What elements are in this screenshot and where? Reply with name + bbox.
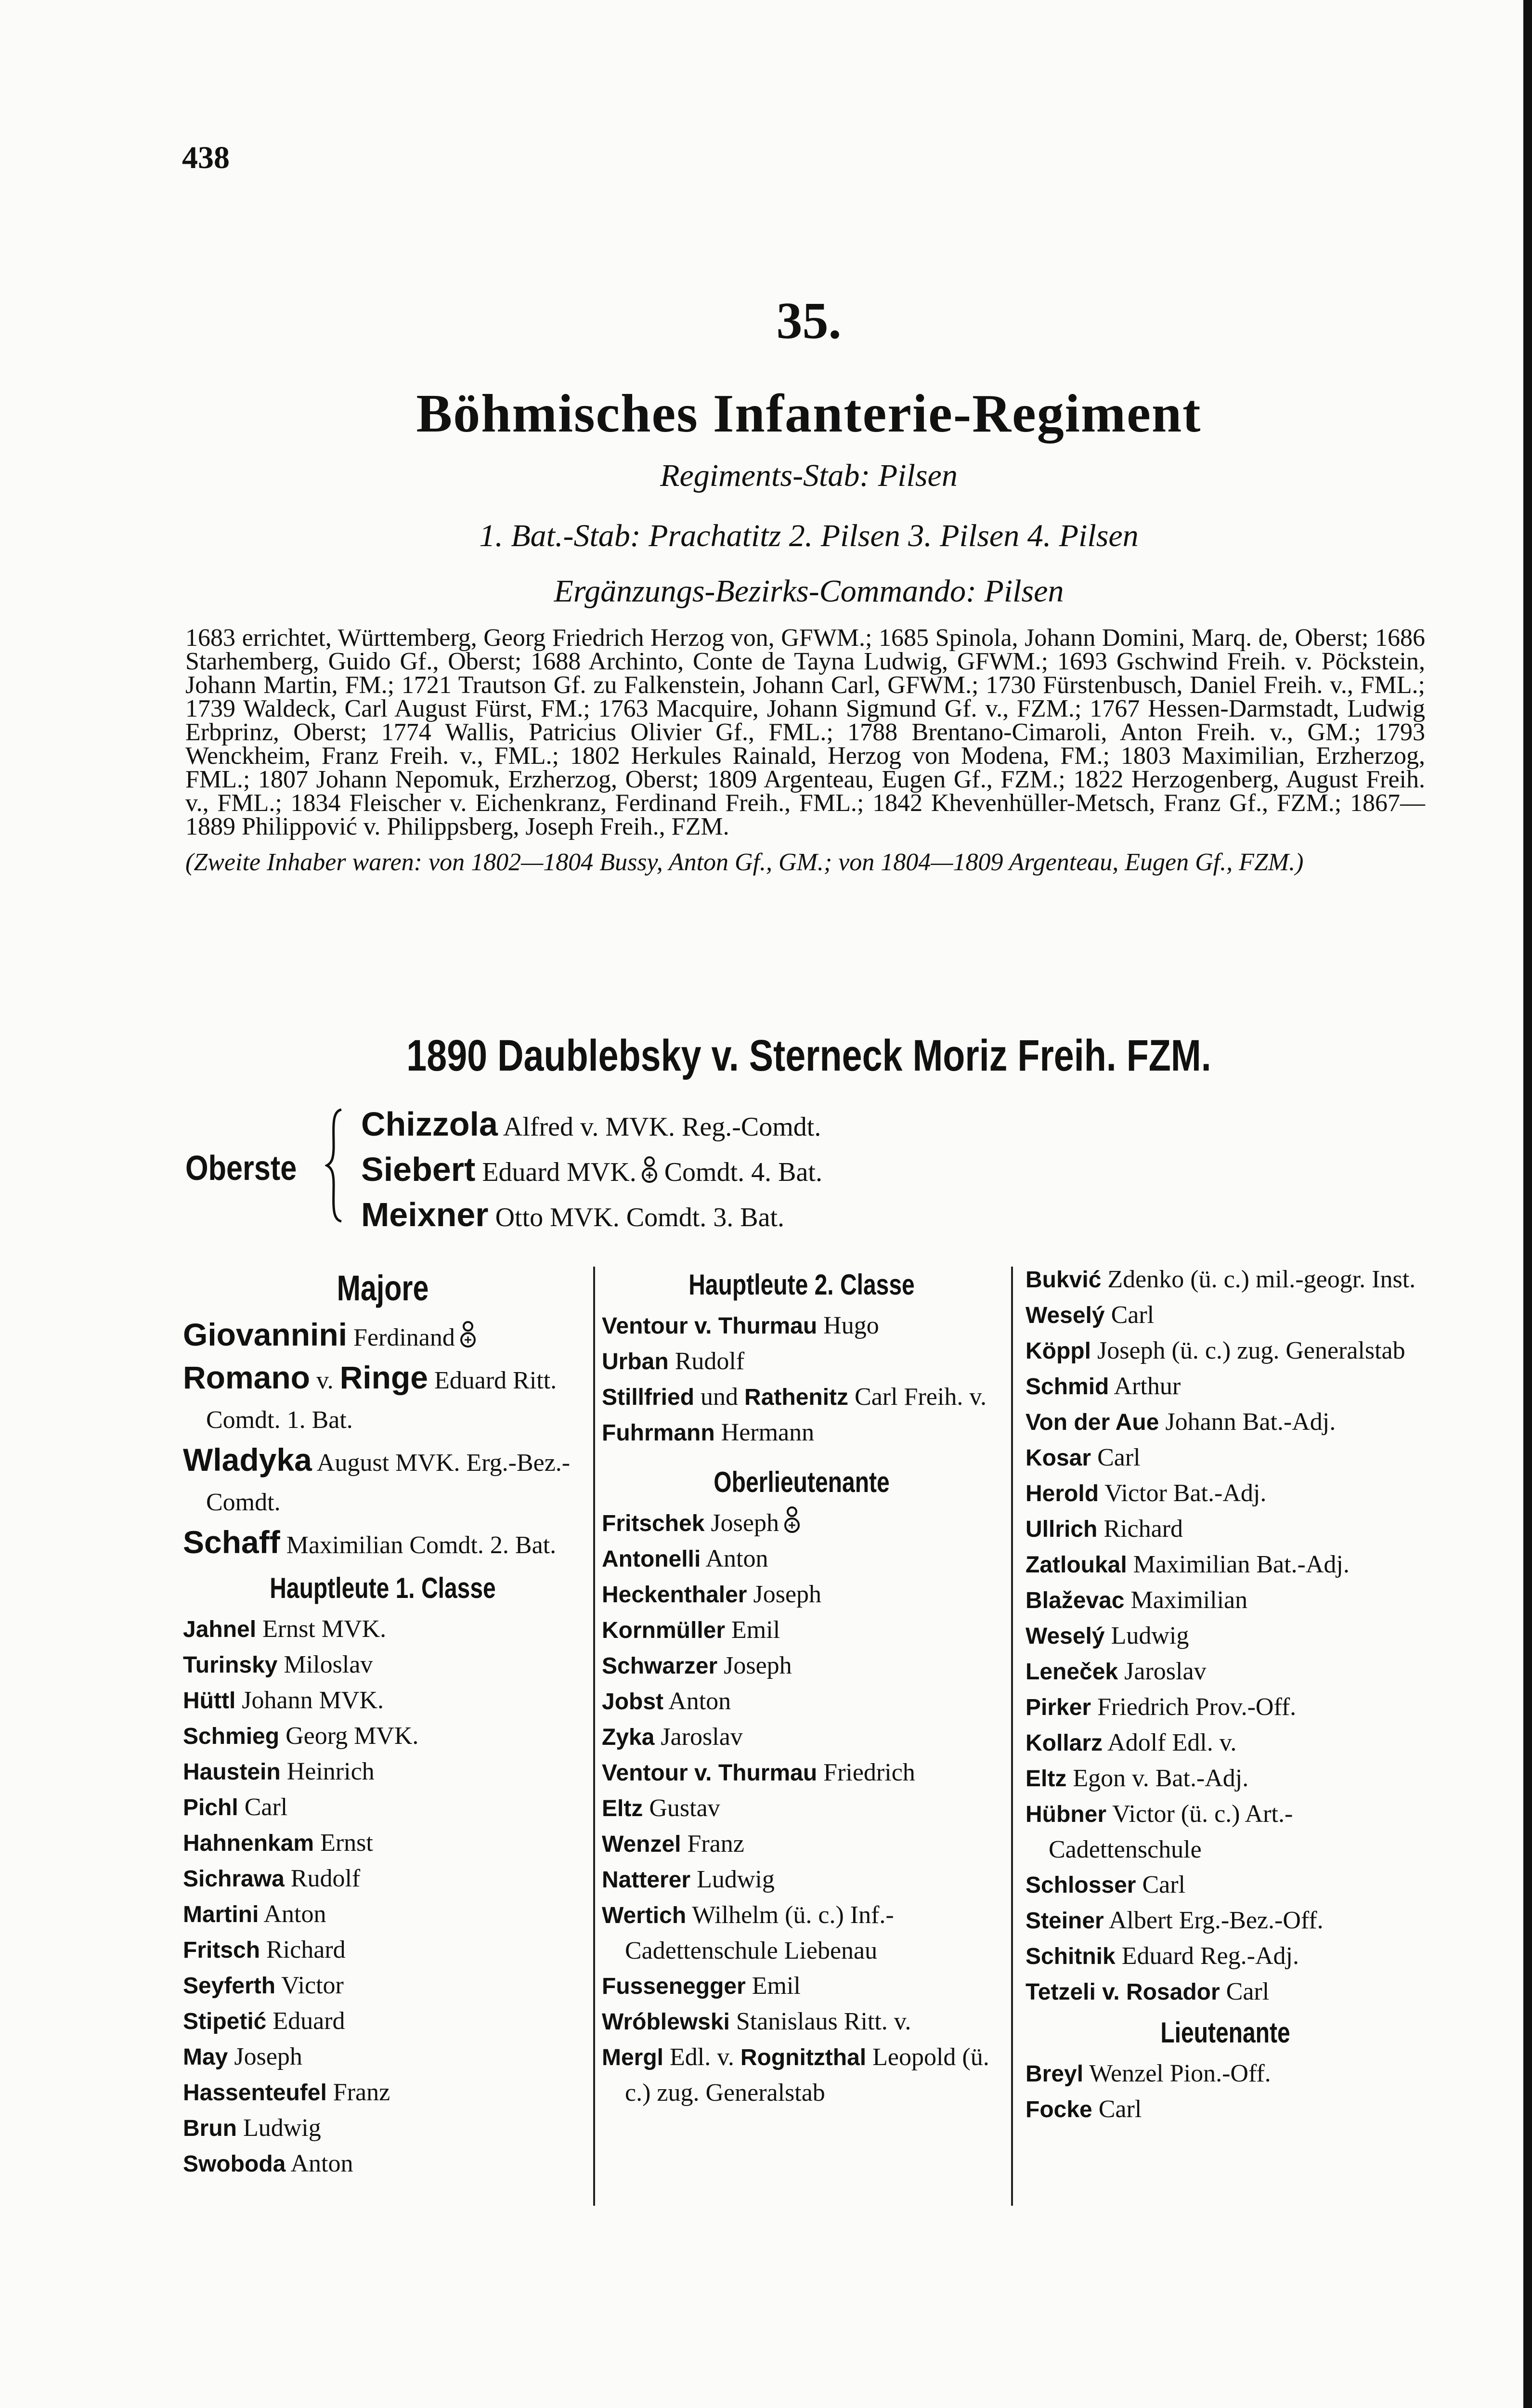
officer-details: Miloslav [277,1651,373,1678]
officer-details: Joseph (ü. c.) zug. Generalstab [1091,1337,1405,1364]
officer-name: Schmid [1026,1374,1109,1400]
officer-details: Anton [663,1688,731,1715]
major-entry [183,1522,583,1565]
oberlieutenant-entry [1026,1618,1425,1654]
oberlieutenante-continued-list [1026,1262,1425,2010]
officer-name: Schlosser [1026,1872,1136,1898]
officer-name: Ventour v. Thurmau [602,1313,818,1339]
hauptleute2-heading: Hauptleute 2. Classe [688,1269,915,1301]
officer-name: Hübner [1026,1802,1106,1827]
brace-icon [325,1108,344,1223]
officer-details: Carl [1136,1871,1185,1898]
officer-details: Carl [1104,1301,1155,1329]
regiment-number: 35. [776,292,842,350]
regiment-history [185,626,1425,874]
hauptmann-entry [183,1861,583,1897]
officer-name: Turinsky [183,1652,278,1678]
oberst-name: Siebert [361,1151,476,1188]
officer-details: Johann MVK. [235,1687,384,1714]
officer-name: Ullrich [1026,1517,1098,1542]
regiments-stab-line: Regiments-Stab: Pilsen [660,458,958,493]
officer-details: Eduard [266,2007,345,2035]
regiment-name: Böhmisches Infanterie-Regiment [416,384,1202,444]
oberst-entry [361,1103,822,1148]
officer-details: Anton [286,2150,353,2177]
oberlieutenant-entry [1026,1583,1425,1618]
officer-name: Kollarz [1026,1730,1103,1756]
officer-name: Wenzel [602,1832,681,1857]
officer-name: Kosar [1026,1445,1091,1471]
officer-name: Blaževac [1026,1588,1125,1613]
officer-details: Rudolf [668,1348,745,1375]
hauptmann-entry [602,1415,1001,1451]
oberlieutenant-entry [1026,1440,1425,1476]
officer-name: Tetzeli v. Rosador [1026,1979,1220,2005]
officer-name: Köppl [1026,1338,1091,1364]
history-paragraph: 1683 errichtet, Württemberg, Georg Friedrich Herzog von, GFWM.; 1685 Spinola, Johann Domini, Marq. de, Oberst; 1686 Starhemberg, Guido Gf., Oberst; 1688 Archinto, Conte de Tayna Ludwig, GFWM.; 1693 Gschwind Freih. v. Pöckstein, Johann Martin, FM.; 1721 Trautson Gf. zu Falkenstein, Johann Carl, GFWM.; 1730 Fürstenbusch, Daniel Freih. v., FML.; 1739 Waldeck, Carl August Fürst, FM.; 1763 Macquire, Johann Sigmund Gf. v., FZM.; 1767 Hessen-Darmstadt, Ludwig Erbprinz, Oberst; 1774 Wallis, Patricius Olivier Gf., FML.; 1788 Brentano-Cimaroli, Anton Freih. v., GM.; 1793 Wenckheim, Franz Freih. v., FML.; 1802 Herkules Rainald, Herzog von Modena, FM.; 1803 Maximilian, Erzherzog, FML.; 1807 Johann Nepomuk, Erzherzog, Oberst; 1809 Argenteau, Eugen Gf., FZM.; 1822 Herzogenberg, August Freih. v., FML.; 1834 Fleischer v. Eichenkranz, Ferdinand Freih., FML.; 1842 Khevenhüller-Metsch, Franz Gf., FZM.; 1867—1889 Philippović v. Philippsberg, Joseph Freih., FZM. [185,624,1425,840]
officer-details: Maximilian [1124,1586,1248,1614]
hauptmann-entry [183,2075,583,2110]
officer-name: Eltz [1026,1766,1067,1792]
officer-details-2: Leopold (ü. c.) zug. Generalstab [625,2043,989,2107]
officer-name: Weselý [1026,1623,1105,1649]
officer-details: Joseph [228,2043,302,2070]
oberlieutenant-entry [602,1826,1001,1862]
officer-details: Eduard Reg.-Adj. [1115,1942,1299,1970]
officer-name: Schmieg [183,1724,280,1749]
officer-name: Pichl [183,1795,238,1820]
lieutenante-heading: Lieutenante [1160,2016,1290,2049]
officer-name: Eltz [602,1796,643,1821]
officer-details: Friedrich Prov.-Off. [1091,1693,1297,1721]
hauptleute1-list [183,1611,583,2182]
hauptmann-entry [183,1825,583,1861]
officer-details: Victor Bat.-Adj. [1099,1479,1267,1507]
officer-name: Urban [602,1349,669,1374]
major-details: Ferdinand [347,1324,455,1351]
major-name: Romano [183,1360,310,1395]
major-name-2: Ringe [339,1360,428,1395]
officer-name: Breyl [1026,2061,1084,2087]
officer-details-2: Carl Freih. v. [848,1383,987,1411]
oberlieutenant-entry [1026,1547,1425,1583]
officer-details: Rudolf [284,1865,361,1892]
major-details-2: Eduard Ritt. Comdt. 1. Bat. [206,1367,557,1434]
oberlieutenant-entry [602,1612,1001,1648]
oberlieutenante-heading: Oberlieutenante [714,1466,890,1498]
officer-name: Leneček [1026,1659,1118,1685]
officer-details: Hermann [714,1419,815,1446]
major-details: v. [310,1367,340,1394]
oberlieutenant-entry [602,1898,1001,1968]
officer-name: Schwarzer [602,1653,718,1679]
officer-name: Fuhrmann [602,1420,715,1446]
officer-name: Natterer [602,1867,691,1893]
oberlieutenant-entry [1026,1262,1425,1297]
officer-details: Carl [238,1793,288,1821]
officer-name: Hüttl [183,1688,236,1714]
oberlieutenant-entry [602,1541,1001,1577]
hauptmann-entry [602,1308,1001,1344]
lieutenant-entry [1026,2092,1425,2127]
hauptmann-entry [602,1379,1001,1415]
officer-details: Ludwig [1104,1622,1189,1649]
oberlieutenant-entry [1026,1974,1425,2010]
oberlieutenant-entry [602,1719,1001,1755]
officer-details: Ernst [314,1829,373,1857]
oberlieutenant-entry [602,1577,1001,1612]
column-divider [593,1267,595,2206]
oberlieutenant-entry [1026,1725,1425,1761]
oberlieutenant-entry [1026,1404,1425,1440]
officer-details: Anton [701,1545,768,1572]
hauptmann-entry [183,1647,583,1683]
officer-name: Heckenthaler [602,1582,747,1608]
officer-details: Wenzel Pion.-Off. [1083,2060,1271,2087]
oberlieutenant-entry [602,1684,1001,1719]
hauptmann-entry [183,2003,583,2039]
oberlieutenant-entry [1026,1903,1425,1938]
hauptmann-entry [183,1718,583,1754]
officer-details: Edl. v. [663,2043,740,2071]
officer-details: Ernst MVK. [256,1615,387,1643]
hauptmann-entry [183,1611,583,1647]
hauptmann-entry [183,1683,583,1718]
officer-name: Weselý [1026,1303,1105,1328]
hauptmann-entry [183,2146,583,2182]
oberlieutenant-entry [1026,1476,1425,1511]
officer-details: Victor (ü. c.) Art.-Cadettenschule [1049,1800,1293,1863]
officer-name: Von der Aue [1026,1410,1159,1435]
ergaenzungs-bezirk-line: Ergänzungs-Bezirks-Commando: Pilsen [554,574,1064,609]
hauptmann-entry [602,1344,1001,1379]
oberst-details: Eduard MVK. [475,1157,636,1187]
oberlieutenant-entry [1026,1867,1425,1903]
column-divider [1011,1267,1013,2206]
officer-details: Ludwig [236,2114,321,2142]
officer-details: Jaroslav [654,1723,743,1751]
major-name: Schaff [183,1524,280,1560]
officer-details: Carl [1220,1978,1270,2005]
officer-name: Steiner [1026,1908,1104,1934]
oberlieutenant-entry [602,1648,1001,1684]
column-left [183,1262,583,2182]
officer-name-2: Rognitzthal [740,2045,867,2070]
officer-details: Wilhelm (ü. c.) Inf.-Cadettenschule Liebenau [625,1901,894,1964]
oberste-list [361,1103,822,1239]
officer-details: Victor [275,1972,344,1999]
officer-name: Fritschek [602,1511,705,1536]
officer-name: Stipetić [183,2009,267,2034]
oberlieutenant-entry [602,2004,1001,2040]
officer-name: Kornmüller [602,1618,726,1643]
military-merit-cross-icon [460,1321,476,1350]
officer-details: Gustav [643,1794,720,1822]
officer-name: Bukvić [1026,1267,1102,1293]
officer-details: Richard [260,1936,346,1963]
officer-details: Arthur [1109,1373,1181,1400]
officer-details: Egon v. Bat.-Adj. [1066,1765,1249,1792]
officer-details: Hugo [817,1312,879,1339]
officer-name: Herold [1026,1481,1099,1506]
oberlieutenant-entry [1026,1689,1425,1725]
lieutenante-list [1026,2056,1425,2127]
officer-details: Ludwig [690,1866,775,1893]
officer-name: Mergl [602,2045,664,2070]
officer-name: Hahnenkam [183,1831,314,1856]
officer-details: Johann Bat.-Adj. [1159,1408,1336,1436]
majore-heading: Majore [337,1268,429,1308]
column-right [1026,1262,1425,2127]
second-owners-note: (Zweite Inhaber waren: von 1802—1804 Bussy, Anton Gf., GM.; von 1804—1809 Argenteau, Eugen Gf., FZM.) [185,849,1304,876]
officer-name: Antonelli [602,1546,701,1572]
major-name: Wladyka [183,1442,312,1478]
officer-details: Carl [1091,1444,1141,1471]
officer-name: Pirker [1026,1695,1091,1720]
hauptmann-entry [183,1897,583,1932]
officer-details: Emil [745,1972,801,2000]
officer-details: Emil [725,1616,780,1644]
officer-details: Joseph [704,1509,779,1537]
oberlieutenant-entry [602,1862,1001,1898]
major-entry [183,1315,583,1358]
officer-details: Albert Erg.-Bez.-Off. [1104,1907,1324,1934]
military-merit-cross-icon [641,1156,658,1186]
major-details: Maximilian Comdt. 2. Bat. [280,1531,557,1559]
oberlieutenant-entry [1026,1761,1425,1796]
oberlieutenant-entry [1026,1938,1425,1974]
major-entry [183,1440,583,1522]
officer-details: Anton [259,1900,326,1928]
oberst-details: Otto MVK. Comdt. 3. Bat. [488,1203,785,1232]
hauptmann-entry [183,2110,583,2146]
officer-name: Schitnik [1026,1944,1116,1969]
hauptmann-entry [183,2039,583,2075]
officer-name: Stillfried [602,1385,695,1410]
oberste-label: Oberste [185,1149,297,1188]
oberst-details-2: Comdt. 4. Bat. [657,1157,822,1187]
oberlieutenant-entry [1026,1297,1425,1333]
officer-name: Martini [183,1902,259,1927]
officer-name: Brun [183,2116,237,2141]
oberst-name: Meixner [361,1196,489,1233]
officer-name: Hassenteufel [183,2080,327,2106]
oberlieutenant-entry [1026,1654,1425,1689]
regiment-owner: 1890 Daublebsky v. Sterneck Moriz Freih. FZM. [406,1031,1211,1080]
lieutenant-entry [1026,2056,1425,2092]
page-number: 438 [182,140,230,175]
oberlieutenante-list [602,1541,1001,2040]
officer-details: und [694,1383,745,1411]
officer-details: Franz [681,1830,744,1858]
officer-name: Ventour v. Thurmau [602,1760,818,1786]
oberlieutenant-entry [602,1505,1001,1541]
oberlieutenant-entry [602,1968,1001,2004]
military-merit-cross-icon [784,1506,800,1536]
officer-name: May [183,2044,228,2070]
column-middle [602,1262,1001,2110]
officer-details: Georg MVK. [279,1722,419,1750]
hauptmann-entry [183,1754,583,1790]
officer-details: Joseph [747,1581,822,1608]
officer-name-2: Rathenitz [744,1385,849,1410]
officer-name: Zyka [602,1725,655,1750]
oberlieutenant-entry [602,1755,1001,1791]
officer-details: Friedrich [817,1759,915,1786]
officer-details: Adolf Edl. v. [1103,1729,1237,1756]
major-entry [183,1358,583,1440]
oberst-entry [361,1148,822,1193]
officer-name: Jobst [602,1689,664,1714]
officer-details: Joseph [717,1652,792,1679]
officer-details: Franz [326,2079,390,2106]
officer-name: Wróblewski [602,2009,730,2035]
officer-name: Fussenegger [602,1974,746,1999]
officer-name: Seyferth [183,1973,276,1999]
hauptmann-entry [183,1790,583,1825]
oberlieutenant-entry [602,2040,1001,2110]
oberst-name: Chizzola [361,1105,498,1143]
officer-name: Haustein [183,1759,281,1785]
officer-details: Maximilian Bat.-Adj. [1127,1551,1350,1578]
hauptmann-entry [183,1932,583,1968]
officer-name: Jahnel [183,1617,257,1642]
officer-details: Carl [1092,2095,1142,2123]
major-name: Giovannini [183,1317,348,1352]
officer-name: Zatloukal [1026,1552,1127,1578]
officer-name: Sichrawa [183,1866,285,1892]
oberst-entry [361,1193,822,1239]
oberst-details: Alfred v. MVK. Reg.-Comdt. [497,1112,821,1142]
oberlieutenant-entry [1026,1511,1425,1547]
officer-name: Fritsch [183,1937,260,1963]
oberlieutenant-entry [1026,1369,1425,1404]
hauptmann-entry [183,1968,583,2003]
officer-name: Focke [1026,2097,1092,2122]
bataillon-stab-line: 1. Bat.-Stab: Prachatitz 2. Pilsen 3. Pilsen 4. Pilsen [479,518,1139,553]
oberlieutenant-entry [1026,1796,1425,1867]
officer-details: Zdenko (ü. c.) mil.-geogr. Inst. [1101,1266,1416,1293]
oberlieutenant-entry [1026,1333,1425,1369]
officer-details: Richard [1097,1515,1183,1543]
oberlieutenant-entry [602,1791,1001,1826]
officer-details: Jaroslav [1118,1658,1207,1685]
major-details: August MVK. Erg.-Bez.-Comdt. [206,1449,571,1516]
officer-name: Swoboda [183,2151,286,2177]
hauptleute1-heading: Hauptleute 1. Classe [270,1572,496,1604]
officer-details: Stanislaus Ritt. v. [729,2008,911,2035]
officer-details: Heinrich [280,1758,375,1785]
officer-name: Wertich [602,1903,687,1928]
